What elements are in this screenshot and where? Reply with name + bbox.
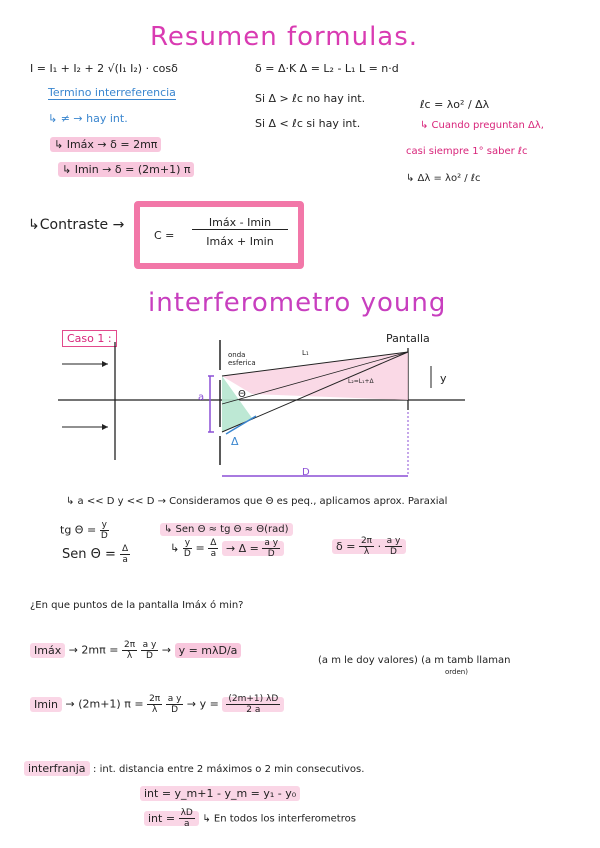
- d-label: D: [302, 467, 310, 478]
- young-diagram: [0, 330, 600, 490]
- page-title: Resumen formulas.: [150, 22, 419, 52]
- sen-formula: Sen Θ = $\frac{\Delta}{a}$: [62, 544, 129, 565]
- contraste-denominator: Imáx + Imin: [206, 235, 274, 248]
- lc-formula: ℓc = λo² / Δλ: [420, 98, 490, 111]
- delta-definition: δ = Δ·K Δ = L₂ - L₁ L = n·d: [255, 62, 399, 75]
- interfranja-eq1: int = y_m+1 - y_m = y₁ - y₀: [140, 787, 300, 800]
- intensity-formula: I = I₁ + I₂ + 2 √(I₁ I₂) · cosδ: [30, 62, 178, 75]
- imax-condition: ↳ Imáx → δ = 2mπ: [50, 138, 161, 151]
- hay-int-note: ↳ ≠ → hay int.: [48, 112, 128, 125]
- contraste-box: [134, 201, 304, 269]
- contraste-label: ↳Contraste →: [28, 217, 125, 233]
- casi-note: casi siempre 1° saber ℓc: [406, 146, 528, 157]
- sen-approx: ↳ Sen Θ ≈ tg Θ ≈ Θ(rad): [160, 524, 293, 535]
- coherence-rule-2: Si Δ < ℓc si hay int.: [255, 117, 361, 130]
- termino-label: Termino interreferencia: [48, 86, 176, 99]
- y-label: y: [440, 372, 447, 385]
- imax-note-2: orden): [445, 668, 468, 676]
- pantalla-label: Pantalla: [386, 332, 430, 345]
- question: ¿En que puntos de la pantalla Imáx ó min?: [30, 600, 244, 611]
- interfranja-row: interfranja : int. distancia entre 2 máximos o 2 min consecutivos.: [24, 762, 364, 775]
- delta-phase: δ = $\frac{2\pi}{\lambda}$ · $\frac{\text{a y}}{D}$: [332, 536, 406, 557]
- onda-label: onda esferica: [228, 351, 256, 367]
- caso-label: Caso 1 :: [62, 330, 117, 347]
- l2-label: L₂=L₁+Δ: [348, 378, 374, 385]
- imax-note: (a m le doy valores) (a m tamb llaman: [318, 655, 511, 666]
- tg-formula: tg Θ = $\frac{y}{D}$: [60, 520, 108, 541]
- imin-condition: ↳ Imin → δ = (2m+1) π: [58, 163, 194, 176]
- arrow-icon: [102, 361, 108, 367]
- imax-row: Imáx → 2mπ = $\frac{2\pi}{\lambda}$ $\frac{\text{a y}}{D}$ → y = mλD/a: [30, 640, 241, 661]
- arrow-icon: [102, 424, 108, 430]
- cuando-note: ↳ Cuando preguntan Δλ,: [420, 120, 544, 131]
- paraxial-condition: ↳ a << D y << D → Consideramos que Θ es peq., aplicamos aprox. Paraxial: [66, 496, 448, 507]
- contraste-c: C =: [154, 229, 175, 242]
- imin-row: Imin → (2m+1) π = $\frac{2\pi}{\lambda}$ $\frac{\text{a y}}{D}$ → y = $\frac{(2m+1) \lambda D}{2 a}$: [30, 694, 284, 715]
- young-title: interferometro young: [148, 288, 447, 318]
- interfranja-eq2: int = $\frac{\lambda D}{a}$ ↳ En todos los interferometros: [144, 808, 356, 829]
- a-label: a: [198, 392, 205, 403]
- contraste-numerator: Imáx - Imin: [192, 216, 288, 230]
- l1-label: L₁: [302, 349, 309, 357]
- theta-label: Θ: [238, 389, 246, 400]
- dl-formula: ↳ Δλ = λo² / ℓc: [406, 173, 481, 184]
- coherence-rule-1: Si Δ > ℓc no hay int.: [255, 92, 366, 105]
- delta-label: Δ: [231, 435, 239, 448]
- delta-derivation: ↳ $\frac{y}{D}$ = $\frac{\Delta}{a}$ → Δ = $\frac{\text{a y}}{D}$: [170, 538, 284, 559]
